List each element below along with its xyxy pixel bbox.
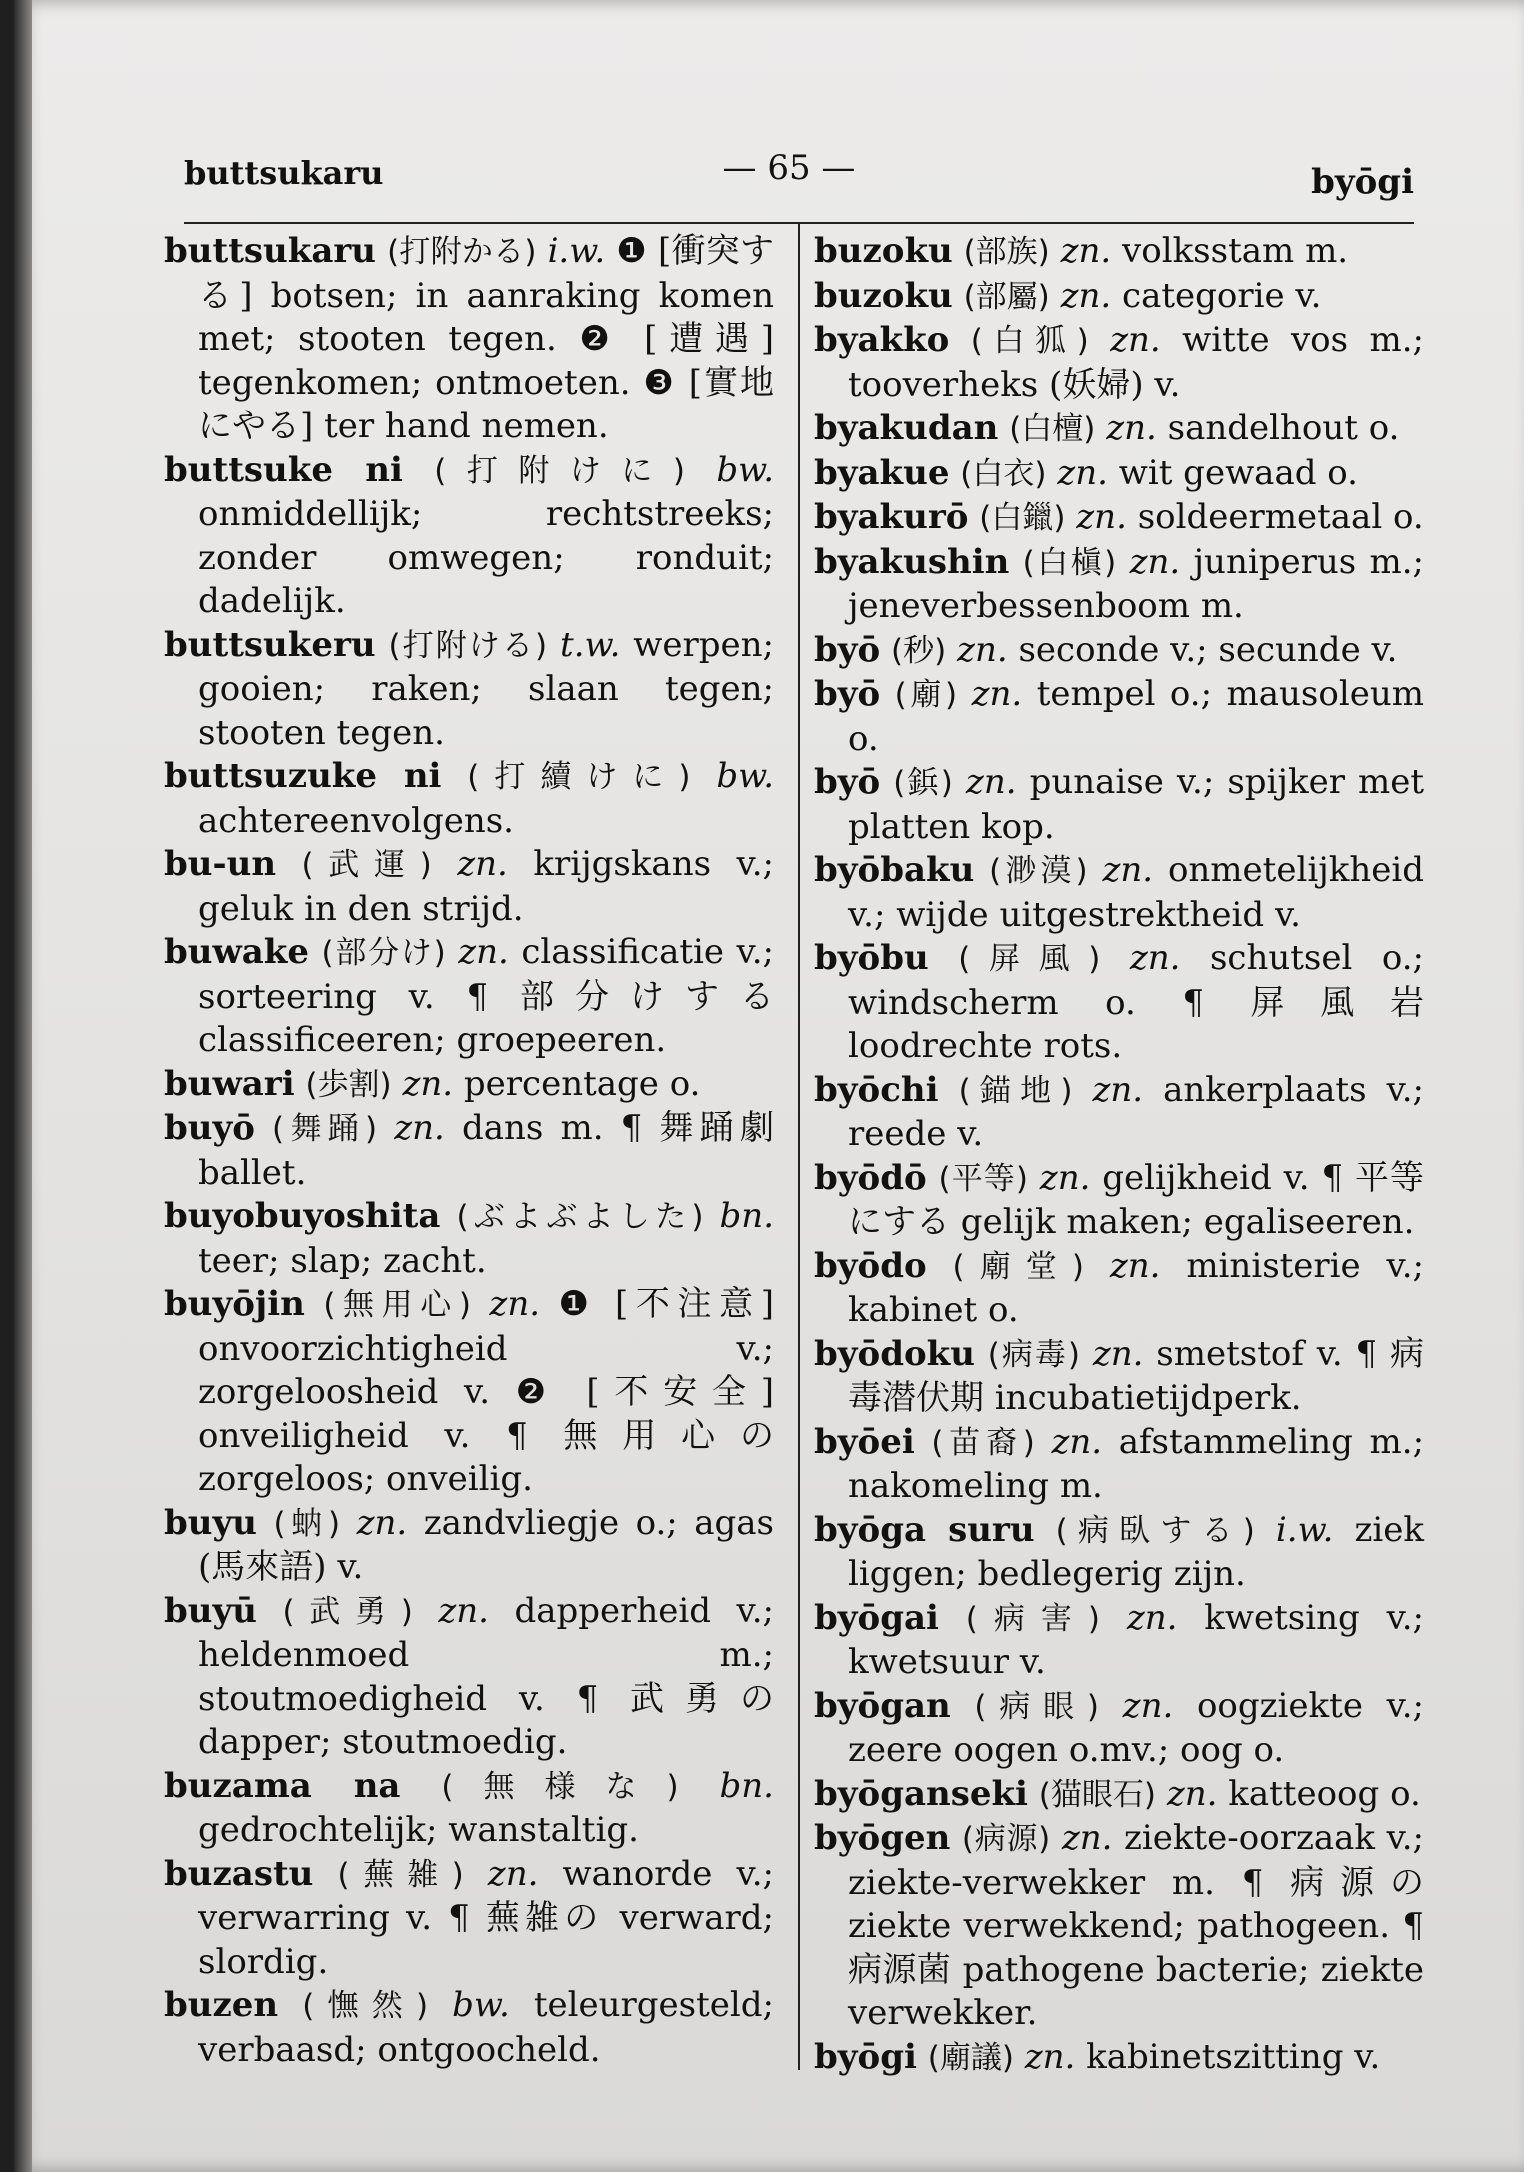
dictionary-entry — [164, 843, 774, 931]
entry-definition: kabinetszitting v. — [1086, 2036, 1381, 2077]
entry-kanji: (無様な) — [441, 1768, 679, 1805]
entry-part-of-speech: bw. — [716, 449, 774, 490]
dictionary-entry — [164, 755, 774, 843]
entry-part-of-speech: zn. — [1126, 1597, 1178, 1638]
left-running-headword: buttsukaru — [184, 154, 384, 192]
book-spine-shadow — [14, 0, 32, 2172]
entry-kanji: (白狐) — [970, 323, 1089, 359]
entry-definition: smetstof v. ¶ 病毒潜伏期 incubatietijdperk. — [848, 1333, 1424, 1418]
entry-kanji: (病毒) — [987, 1336, 1080, 1373]
entry-headword: byakudan — [814, 408, 999, 448]
entry-definition: ziek liggen; bedlegerig zijn. — [848, 1509, 1424, 1594]
entry-kanji: (秒) — [891, 632, 947, 669]
entry-kanji: (白衣) — [960, 455, 1047, 492]
entry-kanji: (舞踊) — [272, 1111, 378, 1147]
entry-part-of-speech: zn. — [1129, 938, 1181, 978]
entry-definition: percentage o. — [463, 1063, 701, 1104]
entry-headword: byōga suru — [814, 1509, 1035, 1550]
dictionary-entry — [814, 1597, 1424, 1685]
entry-headword: buzastu — [164, 1853, 314, 1894]
entry-definition: volksstam m. — [1122, 231, 1349, 271]
entry-part-of-speech: zn. — [487, 1853, 539, 1894]
entry-definition: seconde v.; secunde v. — [1018, 629, 1398, 670]
left-column — [164, 230, 774, 2072]
entry-kanji: (渺漠) — [989, 853, 1088, 889]
entry-part-of-speech: zn. — [1129, 541, 1181, 582]
entry-part-of-speech: bn. — [719, 1765, 774, 1806]
entry-definition: categorie v. — [1122, 275, 1322, 316]
entry-kanji: (病臥する) — [1055, 1512, 1255, 1549]
entry-headword: byōgai — [814, 1597, 939, 1638]
entry-headword: byakko — [814, 320, 950, 360]
entry-part-of-speech: zn. — [402, 1063, 454, 1104]
entry-part-of-speech: zn. — [458, 932, 509, 972]
entry-definition: onmetelijkheid v.; wijde uitgestrektheid v. — [848, 850, 1424, 935]
entry-part-of-speech: zn. — [1109, 1245, 1161, 1286]
entry-headword: buyō — [164, 1108, 255, 1148]
dictionary-entry — [814, 319, 1424, 407]
dictionary-entry — [814, 1509, 1424, 1597]
dictionary-entry — [164, 1063, 774, 1108]
entry-part-of-speech: zn. — [1060, 231, 1112, 271]
entry-definition: sandelhout o. — [1167, 408, 1400, 448]
entry-definition: wanorde v.; verwarring v. ¶ 蕪雑の verward; slordig. — [198, 1853, 774, 1982]
entry-headword: buzama na — [164, 1765, 401, 1806]
entry-kanji: (打附かる) — [387, 234, 537, 270]
dictionary-entry — [164, 1590, 774, 1765]
dictionary-entry — [814, 629, 1424, 674]
entry-headword: byō — [814, 674, 881, 714]
entry-headword: byōdo — [814, 1245, 927, 1286]
entry-headword: byō — [814, 629, 881, 670]
dictionary-entry — [164, 1853, 774, 1985]
right-column — [814, 230, 1424, 2080]
entry-definition: tempel o.; mausoleum o. — [848, 674, 1424, 759]
entry-part-of-speech: zn. — [1076, 497, 1127, 537]
entry-part-of-speech: zn. — [1122, 1685, 1174, 1726]
entry-headword: buwake — [164, 932, 309, 972]
entry-headword: byōbaku — [814, 850, 975, 890]
entry-kanji: (無用心) — [323, 1287, 471, 1323]
dictionary-entry — [814, 496, 1424, 541]
entry-definition: juniperus m.; jeneverbessenboom m. — [848, 541, 1424, 626]
entry-kanji: (憮然) — [302, 1988, 429, 2024]
dictionary-entry — [814, 673, 1424, 761]
entry-definition: oogziekte v.; zeere oogen o.mv.; oog o. — [848, 1685, 1425, 1770]
entry-headword: byakushin — [814, 541, 1010, 582]
dictionary-entry — [814, 541, 1424, 629]
dictionary-entry — [814, 1685, 1424, 1773]
entry-definition: gedrochtelijk; wanstaltig. — [198, 1810, 639, 1850]
entry-kanji: (部分け) — [321, 935, 446, 971]
entry-kanji: (平等) — [938, 1160, 1028, 1197]
entry-definition: schutsel o.; windscherm o. ¶ 屏風岩 loodrechte rots. — [848, 938, 1424, 1066]
entry-headword: byōdoku — [814, 1333, 975, 1374]
entry-definition: ❶ [不注意] onvoorzichtigheid v.; zorgeloosheid v. ❷ [不安全] onveiligheid v. ¶ 無用心の zorgeloos; onveilig. — [198, 1284, 775, 1499]
entry-kanji: (ぶよぶよした) — [456, 1199, 704, 1235]
entry-definition: ministerie v.; kabinet o. — [848, 1245, 1424, 1330]
dictionary-entry — [164, 931, 774, 1063]
entry-part-of-speech: zn. — [1166, 1773, 1218, 1814]
entry-kanji: (廟) — [894, 677, 958, 713]
dictionary-entry — [814, 1069, 1424, 1157]
entry-definition: zandvliegje o.; agas (馬來語) v. — [198, 1502, 774, 1587]
entry-kanji: (屏風) — [958, 941, 1101, 977]
entry-headword: buttsuke ni — [164, 449, 403, 490]
entry-definition: afstammeling m.; nakomeling m. — [848, 1421, 1425, 1506]
entry-kanji: (錨地) — [958, 1072, 1073, 1109]
entry-part-of-speech: zn. — [1110, 320, 1161, 360]
entry-definition: ❶ [衝突する] botsen; in aanraking komen met; stooten tegen. ❷ [遭遇] tegenkomen; ontmoeten. ❸ [實地にやる] ter hand nemen. — [198, 231, 774, 446]
dictionary-entry — [814, 1245, 1424, 1333]
entry-part-of-speech: zn. — [356, 1502, 408, 1543]
entry-headword: buttsukeru — [164, 624, 376, 665]
dictionary-entry — [164, 1765, 774, 1853]
entry-part-of-speech: zn. — [489, 1284, 541, 1324]
dictionary-entry — [814, 407, 1424, 452]
entry-definition: ziekte-oorzaak v.; ziekte-verwekker m. ¶ 病源の ziekte verwekkend; pathogeen. ¶ 病源菌 pathogene bacterie; ziekte verwekker. — [848, 1818, 1425, 2033]
entry-headword: byōgi — [814, 2036, 917, 2077]
entry-part-of-speech: zn. — [438, 1590, 489, 1631]
entry-kanji: (歩割) — [305, 1066, 392, 1103]
dictionary-entry — [814, 452, 1424, 497]
entry-headword: byōdō — [814, 1157, 927, 1198]
entry-kanji: (武運) — [301, 847, 432, 883]
dictionary-entry — [164, 230, 774, 449]
entry-kanji: (部屬) — [963, 278, 1050, 315]
entry-kanji: (苗裔) — [931, 1424, 1035, 1461]
entry-kanji: (廟堂) — [952, 1248, 1084, 1285]
entry-kanji: (蕪雑) — [337, 1856, 464, 1893]
dictionary-entry — [814, 2036, 1424, 2081]
dictionary-entry — [164, 1195, 774, 1283]
entry-part-of-speech: i.w. — [547, 231, 606, 271]
entry-definition: dapperheid v.; heldenmoed m.; stoutmoedigheid v. ¶ 武勇の dapper; stoutmoedig. — [198, 1590, 774, 1762]
entry-part-of-speech: zn. — [1039, 1157, 1091, 1198]
entry-kanji: (廟議) — [927, 2039, 1014, 2076]
dictionary-entry — [814, 1817, 1424, 2036]
dictionary-entry — [814, 230, 1424, 275]
entry-kanji: (猫眼石) — [1038, 1776, 1156, 1813]
entry-headword: byōei — [814, 1421, 915, 1462]
dictionary-entry — [814, 1157, 1424, 1245]
right-running-headword: byōgi — [1311, 162, 1414, 202]
entry-part-of-speech: zn. — [1024, 2036, 1076, 2077]
entry-headword: buttsuzuke ni — [164, 756, 442, 796]
dictionary-entry — [814, 937, 1424, 1069]
dictionary-entry — [814, 1773, 1424, 1818]
entry-definition: krijgskans v.; geluk in den strijd. — [198, 844, 774, 929]
entry-definition: dans m. ¶ 舞踊劇 ballet. — [198, 1108, 774, 1193]
entry-kanji: (蚋) — [273, 1505, 341, 1542]
entry-definition: achtereenvolgens. — [198, 800, 514, 841]
entry-kanji: (打附けに) — [434, 452, 686, 489]
entry-headword: buzoku — [814, 275, 953, 316]
entry-definition: kwetsing v.; kwetsuur v. — [848, 1597, 1425, 1682]
entry-definition: ankerplaats v.; reede v. — [848, 1069, 1425, 1154]
page-number: — 65 — — [722, 148, 856, 188]
entry-part-of-speech: zn. — [457, 844, 508, 884]
entry-kanji: (病眼) — [974, 1688, 1100, 1725]
entry-headword: buzoku — [814, 231, 953, 271]
entry-kanji: (白槇) — [1022, 544, 1117, 581]
dictionary-entry — [164, 1984, 774, 2072]
entry-part-of-speech: zn. — [1060, 275, 1112, 316]
entry-headword: byōgen — [814, 1818, 951, 1858]
entry-part-of-speech: zn. — [394, 1108, 445, 1148]
entry-headword: byōchi — [814, 1069, 939, 1110]
entry-part-of-speech: i.w. — [1275, 1509, 1334, 1550]
entry-part-of-speech: bn. — [719, 1196, 775, 1236]
dictionary-entry — [164, 1107, 774, 1195]
entry-part-of-speech: bw. — [452, 1985, 510, 2025]
entry-part-of-speech: zn. — [1092, 1333, 1144, 1374]
entry-part-of-speech: zn. — [1102, 850, 1154, 890]
entry-headword: buyobuyoshita — [164, 1196, 441, 1236]
dictionary-entry — [164, 1283, 774, 1502]
entry-part-of-speech: zn. — [1106, 408, 1157, 448]
entry-definition: werpen; gooien; raken; slaan tegen; stooten tegen. — [198, 624, 775, 753]
entry-headword: buzen — [164, 1985, 279, 2025]
entry-headword: buyu — [164, 1502, 257, 1543]
entry-kanji: (鋲) — [893, 765, 953, 801]
entry-part-of-speech: zn. — [1092, 1069, 1144, 1110]
entry-part-of-speech: zn. — [1061, 1818, 1113, 1858]
entry-headword: buwari — [164, 1063, 295, 1104]
entry-definition: onmiddellijk; rechtstreeks; zonder omwegen; ronduit; dadelijk. — [198, 494, 774, 621]
entry-definition: katteoog o. — [1228, 1773, 1421, 1814]
entry-part-of-speech: zn. — [1057, 452, 1108, 493]
entry-kanji: (打附ける) — [388, 627, 548, 664]
entry-part-of-speech: zn. — [971, 674, 1023, 714]
entry-definition: punaise v.; spijker met platten kop. — [848, 762, 1424, 847]
dictionary-page — [14, 0, 1524, 2172]
entry-kanji: (病源) — [961, 1821, 1051, 1857]
entry-part-of-speech: zn. — [965, 762, 1017, 802]
entry-headword: byakue — [814, 452, 950, 493]
entry-definition: classificatie v.; sorteering v. ¶ 部分けする classificeeren; groepeeren. — [198, 932, 774, 1060]
dictionary-entry — [814, 761, 1424, 849]
entry-headword: bu-un — [164, 844, 277, 884]
entry-kanji: (白鑞) — [979, 500, 1066, 536]
dictionary-entry — [814, 1333, 1424, 1421]
entry-part-of-speech: zn. — [957, 629, 1008, 670]
entry-headword: buttsukaru — [164, 231, 376, 271]
entry-headword: byakurō — [814, 497, 969, 537]
entry-headword: byōgan — [814, 1685, 951, 1726]
entry-definition: teer; slap; zacht. — [198, 1240, 487, 1281]
entry-kanji: (病害) — [965, 1600, 1100, 1637]
entry-kanji: (打續けに) — [467, 759, 691, 795]
entry-definition: soldeermetaal o. — [1137, 497, 1424, 537]
entry-definition: teleurgesteld; verbaasd; ontgoocheld. — [198, 1985, 774, 2070]
entry-part-of-speech: t.w. — [560, 624, 621, 665]
dictionary-entry — [814, 1421, 1424, 1509]
entry-definition: wit gewaad o. — [1118, 452, 1358, 493]
entry-kanji: (部族) — [963, 234, 1050, 270]
dictionary-entry — [164, 449, 774, 624]
dictionary-entry — [164, 1502, 774, 1590]
entry-definition: witte vos m.; tooverheks (妖婦) v. — [848, 320, 1424, 405]
entry-headword: byōganseki — [814, 1773, 1028, 1814]
dictionary-entry — [164, 624, 774, 756]
entry-headword: buyōjin — [164, 1284, 305, 1324]
entry-headword: byōbu — [814, 938, 929, 978]
entry-headword: byō — [814, 762, 881, 802]
entry-part-of-speech: bw. — [716, 756, 774, 796]
column-divider — [798, 222, 800, 2070]
entry-kanji: (白檀) — [1009, 411, 1096, 447]
entry-kanji: (武勇) — [282, 1593, 413, 1630]
entry-part-of-speech: zn. — [1051, 1421, 1103, 1462]
entry-headword: buyū — [164, 1590, 257, 1631]
dictionary-entry — [814, 849, 1424, 937]
entry-definition: gelijkheid v. ¶ 平等にする gelijk maken; egaliseeren. — [848, 1157, 1424, 1242]
dictionary-entry — [814, 275, 1424, 320]
page-header — [164, 142, 1414, 202]
